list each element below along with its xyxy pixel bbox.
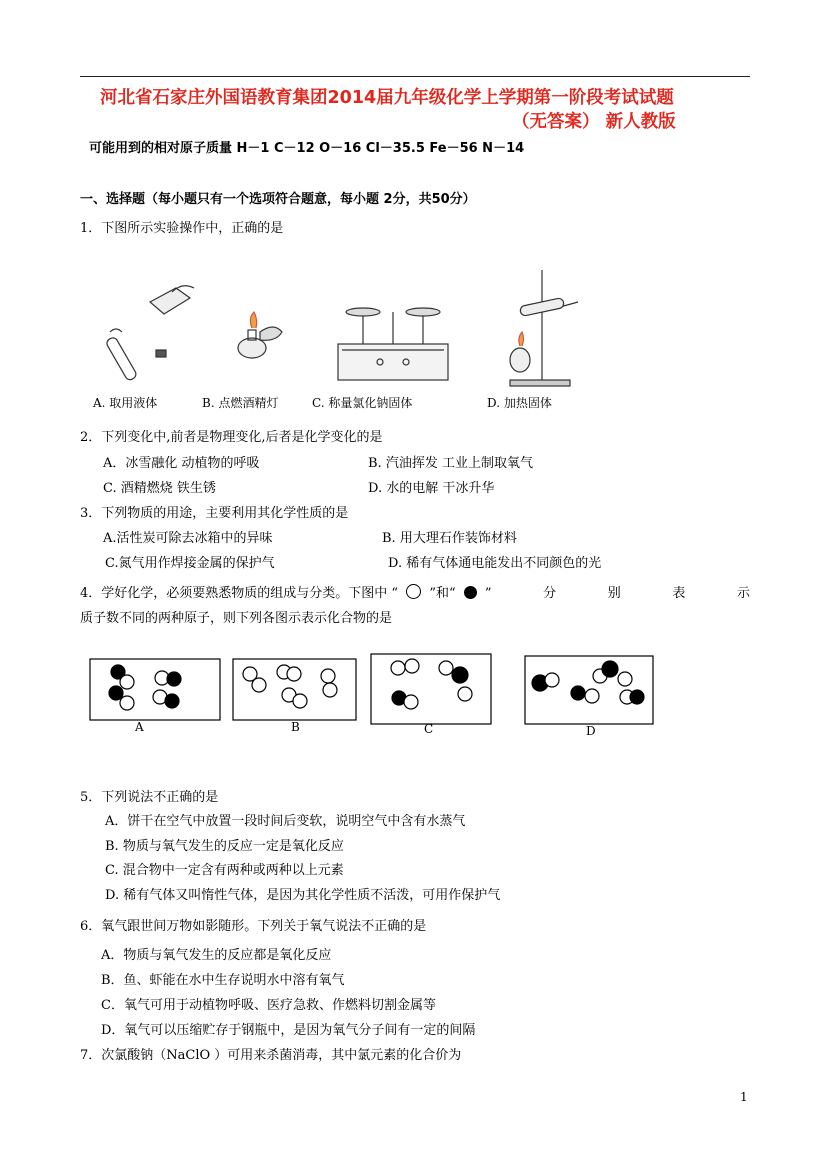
q4-stem-char: 示 xyxy=(736,586,750,601)
q6-option-b: B．鱼、虾能在水中生存说明水中溶有氧气 xyxy=(101,973,345,988)
q7-stem: 7．次氯酸钠（NaClO ）可用来杀菌消毒，其中氯元素的化合价为 xyxy=(80,1048,462,1063)
pour-liquid-illustration xyxy=(105,286,194,382)
q6-stem: 6．氧气跟世间万物如影随形。下列关于氧气说法不正确的是 xyxy=(80,919,427,934)
balance-illustration xyxy=(338,308,448,380)
q3-option-b: B. 用大理石作装饰材料 xyxy=(382,531,517,546)
q1-option-b: B. 点燃酒精灯 xyxy=(202,396,279,410)
document-title: 河北省石家庄外国语教育集团2014届九年级化学上学期第一阶段考试试题 xyxy=(100,88,674,108)
q5-option-c: C. 混合物中一定含有两种或两种以上元素 xyxy=(105,863,344,878)
particle-diagrams xyxy=(80,642,660,752)
q1-option-a: A. 取用液体 xyxy=(93,396,158,410)
q5-option-a: A．饼干在空气中放置一段时间后变软，说明空气中含有水蒸气 xyxy=(105,814,466,829)
q5-option-d: D. 稀有气体又叫惰性气体，是因为其化学性质不活泼，可用作保护气 xyxy=(105,888,501,903)
section-heading: 一、选择题（每小题只有一个选项符合题意，每小题 2分，共50分） xyxy=(80,192,476,207)
q4-stem-close-quote: ” xyxy=(484,586,492,601)
box-c xyxy=(371,654,491,724)
q4-label-d: D xyxy=(586,724,596,738)
q2-option-b: B. 汽油挥发 工业上制取氧气 xyxy=(368,456,533,471)
box-a-particles xyxy=(109,665,181,710)
black-atom-icon xyxy=(464,586,477,599)
iron-stand-illustration xyxy=(510,270,578,386)
q6-option-c: C．氧气可用于动植物呼吸、医疗急救、作燃料切割金属等 xyxy=(101,998,436,1013)
box-d-particles xyxy=(532,661,644,704)
q4-stem-char: 表 xyxy=(672,586,686,601)
q4-stem-line2: 质子数不同的两种原子，则下列各图示表示化合物的是 xyxy=(80,611,393,626)
q4-label-c: C xyxy=(424,722,434,736)
q4-stem-and: ”和“ xyxy=(429,586,456,601)
q2-option-c: C. 酒精燃烧 铁生锈 xyxy=(103,481,216,496)
q4-figure xyxy=(80,642,660,752)
q3-option-c: C.氮气用作焊接金属的保护气 xyxy=(105,556,275,571)
q4-stem-char: 别 xyxy=(607,586,621,601)
alcohol-lamp-illustration xyxy=(238,312,282,358)
box-c-particles xyxy=(391,659,472,709)
q1-option-c: C. 称量氯化钠固体 xyxy=(312,396,413,410)
header-rule xyxy=(80,76,750,77)
q1-stem: 1．下图所示实验操作中，正确的是 xyxy=(80,221,284,236)
page-number: 1 xyxy=(740,1090,748,1104)
box-b-particles xyxy=(243,665,337,708)
q4-stem-text: 4．学好化学，必须要熟悉物质的组成与分类。下图中 “ xyxy=(80,586,399,601)
q2-stem: 2．下列变化中,前者是物理变化,后者是化学变化的是 xyxy=(80,430,383,445)
q5-option-b: B. 物质与氧气发生的反应一定是氧化反应 xyxy=(105,839,344,854)
q2-option-d: D. 水的电解 干冰升华 xyxy=(368,481,495,496)
atomic-mass-line: 可能用到的相对原子质量 H－1 C－12 O－16 Cl－35.5 Fe－56 N－14 xyxy=(89,141,525,156)
q4-label-a: A xyxy=(135,720,144,734)
q4-stem-char: 分 xyxy=(543,586,557,601)
q5-stem: 5．下列说法不正确的是 xyxy=(80,790,219,805)
q4-stem-line1 xyxy=(80,582,750,601)
document-subtitle: （无答案） 新人教版 xyxy=(512,112,676,132)
q3-stem: 3．下列物质的用途，主要利用其化学性质的是 xyxy=(80,506,349,521)
q3-option-a: A.活性炭可除去冰箱中的异味 xyxy=(103,531,273,546)
q1-figure xyxy=(80,262,640,414)
q2-option-a: A．冰雪融化 动植物的呼吸 xyxy=(103,456,260,471)
q6-option-a: A．物质与氧气发生的反应都是氧化反应 xyxy=(101,948,332,963)
q6-option-d: D．氧气可以压缩贮存于钢瓶中，是因为氧气分子间有一定的间隔 xyxy=(101,1023,476,1038)
q3-option-d: D. 稀有气体通电能发出不同颜色的光 xyxy=(388,556,602,571)
white-atom-icon xyxy=(406,584,421,599)
q1-option-d: D. 加热固体 xyxy=(487,396,552,410)
lab-operations-image xyxy=(80,262,640,414)
q4-label-b: B xyxy=(291,720,300,734)
